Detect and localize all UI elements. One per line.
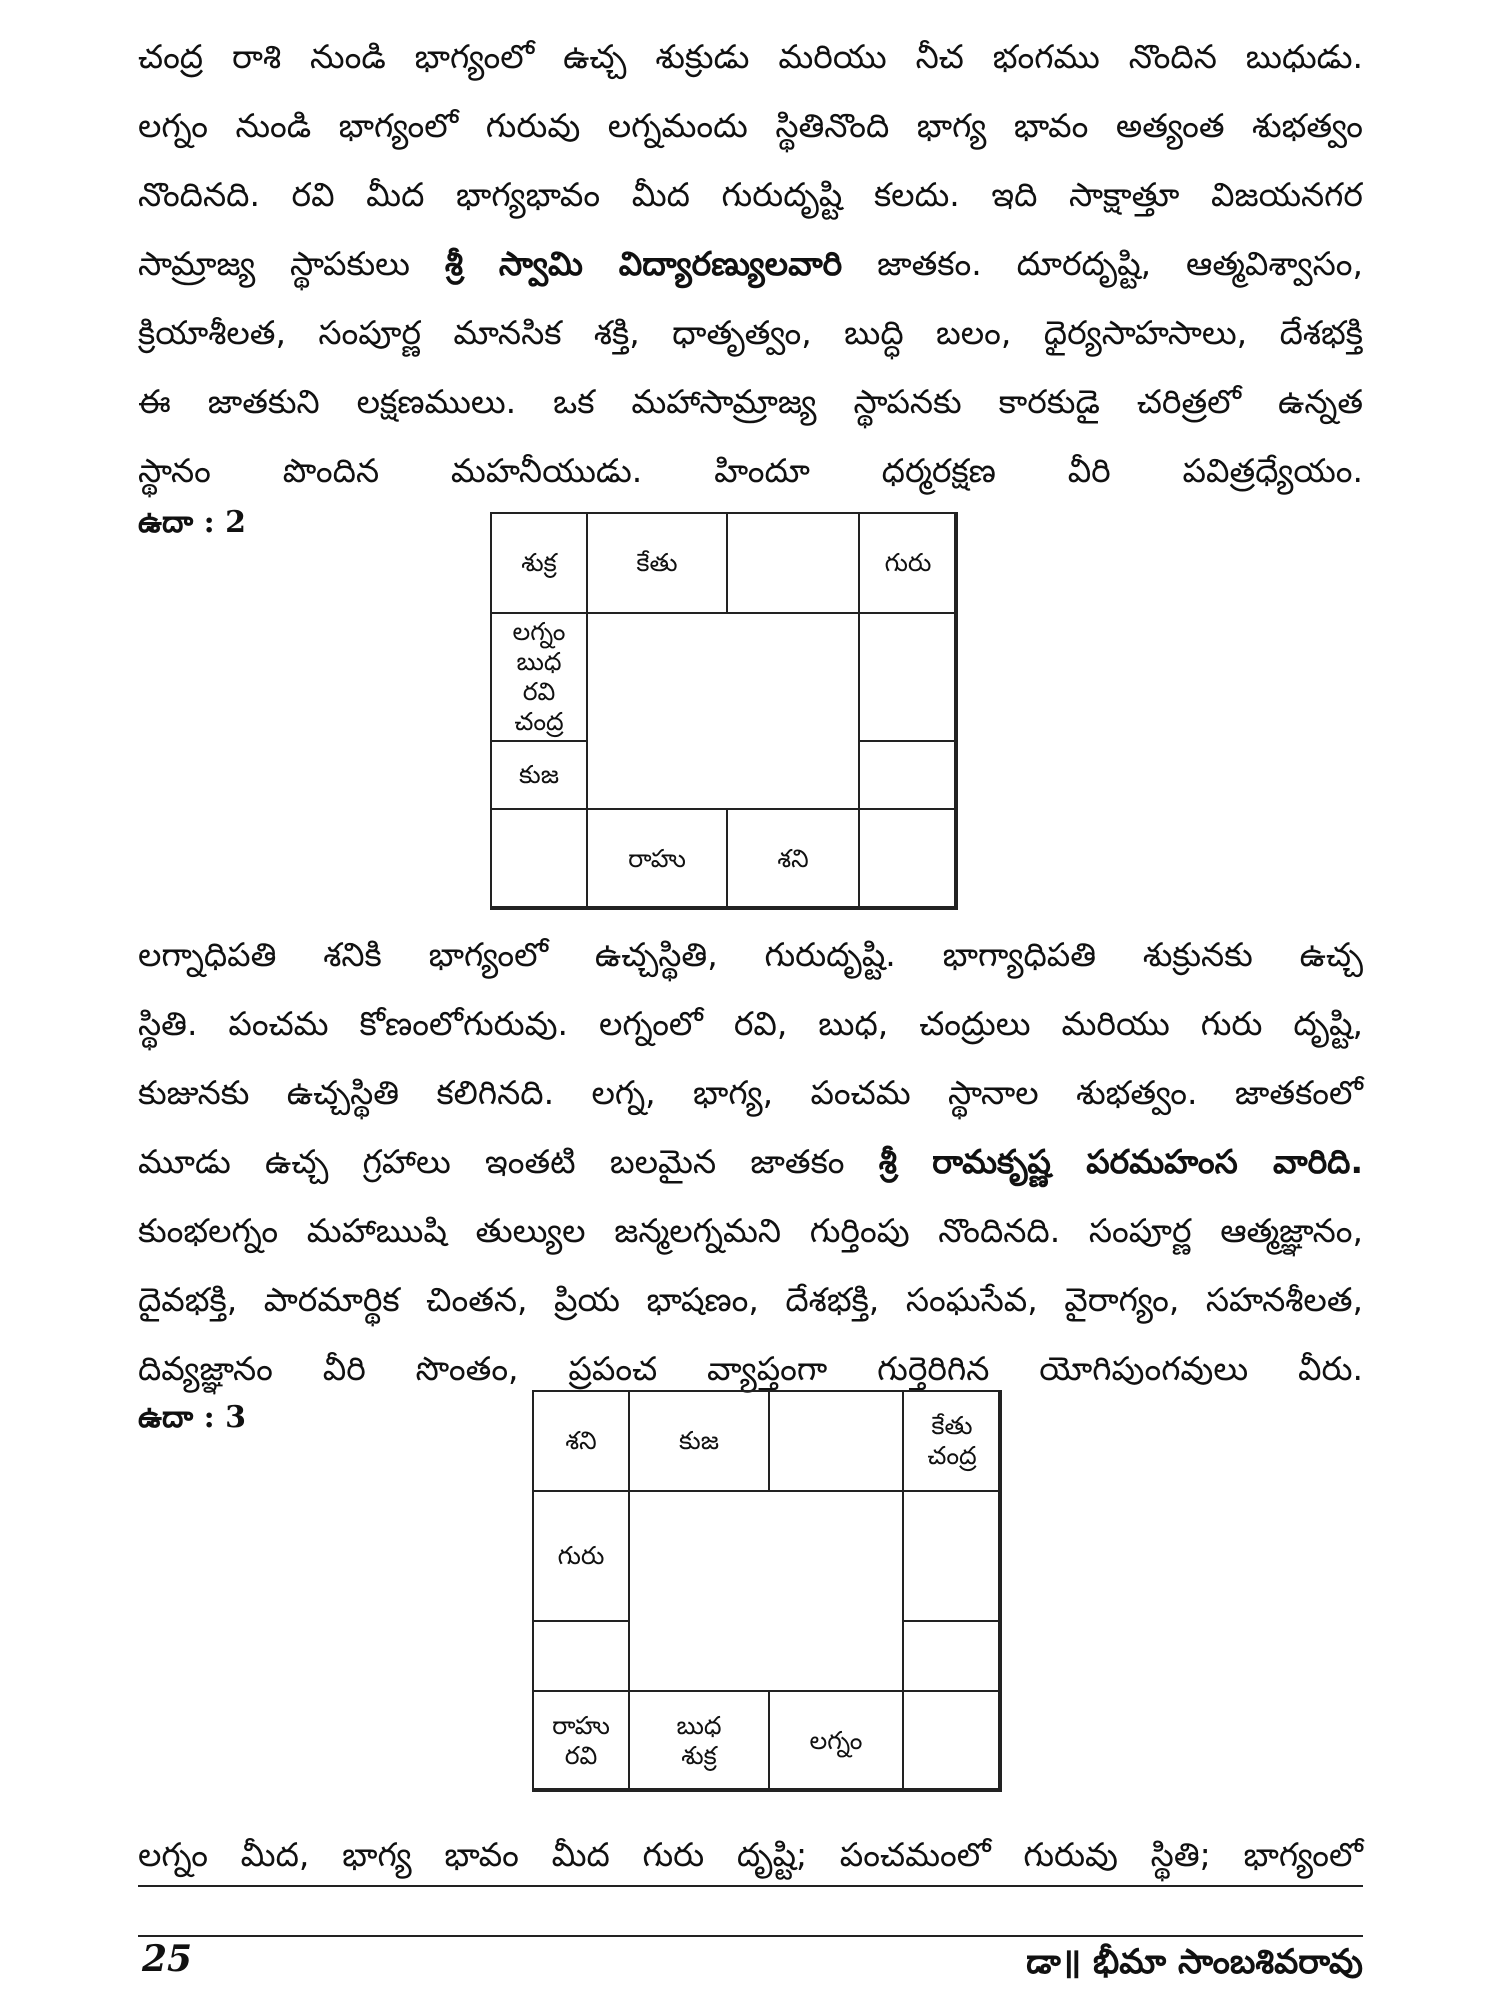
horoscope-chart-example-3 [532,1390,1000,1790]
text-line: దివ్యజ్ఞానం వీరి సొంతం, ప్రపంచ వ్యాప్తంగా గుర్తెరిగిన యోగిపుంగవులు వీరు. [138,1349,1363,1388]
text-line: స్థితి. పంచమ కోణంలోగురువు. లగ్నంలో రవి, బుధ, చంద్రులు మరియు గురు దృష్టి, [138,1004,1363,1043]
text-segment: సామ్రాజ్య స్థాపకులు [138,244,445,283]
chart-cell-bottom-3: శని [726,808,860,910]
chart-cell-top-3 [768,1390,904,1492]
chart-cell-left-lower [532,1620,630,1692]
chart-center [586,612,860,810]
text-line: లగ్నాధిపతి శనికి భాగ్యంలో ఉచ్చస్థితి, గురుదృష్టి. భాగ్యాధిపతి శుక్రునకు ఉచ్చ [138,935,1363,974]
chart-cell-top-3 [726,512,860,614]
chart-cell-top-2: కేతు [586,512,728,614]
text-line: స్థానం పొందిన మహనీయుడు. హిందూ ధర్మరక్షణ వీరి పవిత్రధ్యేయం. [138,451,1363,490]
text-line: క్రియాశీలత, సంపూర్ణ మానసిక శక్తి, ధాతృత్వం, బుద్ధి బలం, ధైర్యసాహసాలు, దేశభక్తి [138,313,1363,352]
footer-divider-bottom [138,1935,1363,1937]
text-line: దైవభక్తి, పారమార్థిక చింతన, ప్రియ భాషణం, దేశభక్తి, సంఘసేవ, వైరాగ్యం, సహనశీలత, [138,1280,1363,1319]
text-segment: మూడు ఉచ్చ గ్రహాలు ఇంతటి బలమైన జాతకం [138,1142,879,1181]
paragraph-1 [138,22,1363,505]
text-line [138,1127,1363,1196]
chart-cell-bottom-1: రాహు రవి [532,1690,630,1792]
author-name: డా॥ భీమా సాంబశివరావు [1026,1942,1363,1982]
page-number: 25 [142,1938,193,1980]
chart-cell-bottom-1 [490,808,588,910]
chart-cell-top-2: కుజ [628,1390,770,1492]
paragraph-3 [138,1820,1363,1889]
chart-cell-right-lower [858,740,958,810]
chart-cell-right-upper [858,612,958,742]
text-line [138,229,1363,298]
chart-cell-right-upper [902,1490,1002,1622]
example-2-label: ఉదా : 2 [138,505,246,540]
text-line: కుంభలగ్నం మహాఋషి తుల్యుల జన్మలగ్నమని గుర్తింపు నొందినది. సంపూర్ణ ఆత్మజ్ఞానం, [138,1211,1363,1250]
text-line: లగ్నం మీద, భాగ్య భావం మీద గురు దృష్టి; పంచమంలో గురువు స్థితి; భాగ్యంలో [138,1835,1363,1874]
chart-cell-top-1: శుక్ర [490,512,588,614]
text-line: ఈ జాతకుని లక్షణములు. ఒక మహాసామ్రాజ్య స్థాపనకు కారకుడై చరిత్రలో ఉన్నత [138,382,1363,421]
footer-divider-top [138,1885,1363,1887]
chart-cell-left-lower: కుజ [490,740,588,810]
chart-cell-bottom-4 [858,808,958,910]
chart-cell-bottom-2: రాహు [586,808,728,910]
text-line: నొందినది. రవి మీద భాగ్యభావం మీద గురుదృష్టి కలదు. ఇది సాక్షాత్తూ విజయనగర [138,175,1363,214]
text-segment: జాతకం. దూరదృష్టి, ఆత్మవిశ్వాసం, [842,244,1363,283]
chart-cell-top-1: శని [532,1390,630,1492]
bold-name: శ్రీ స్వామి విద్యారణ్యులవారి [444,244,843,283]
chart-cell-right-lower [902,1620,1002,1692]
chart-cell-top-4: గురు [858,512,958,614]
chart-cell-bottom-3: లగ్నం [768,1690,904,1792]
chart-cell-top-4: కేతు చంద్ర [902,1390,1002,1492]
chart-cell-left-upper: లగ్నం బుధ రవి చంద్ర [490,612,588,742]
paragraph-2 [138,920,1363,1403]
chart-cell-bottom-2: బుధ శుక్ర [628,1690,770,1792]
chart-center [628,1490,904,1692]
text-line: లగ్నం నుండి భాగ్యంలో గురువు లగ్నమందు స్థితినొంది భాగ్య భావం అత్యంత శుభత్వం [138,106,1363,145]
text-line: కుజునకు ఉచ్చస్థితి కలిగినది. లగ్న, భాగ్య, పంచమ స్థానాల శుభత్వం. జాతకంలో [138,1073,1363,1112]
chart-cell-bottom-4 [902,1690,1002,1792]
bold-name: శ్రీ రామకృష్ణ పరమహంస వారిది. [878,1142,1363,1181]
example-3-label: ఉదా : 3 [138,1400,246,1435]
horoscope-chart-example-2 [490,512,956,908]
text-line: చంద్ర రాశి నుండి భాగ్యంలో ఉచ్చ శుక్రుడు మరియు నీచ భంగము నొందిన బుధుడు. [138,37,1363,76]
chart-cell-left-upper: గురు [532,1490,630,1622]
